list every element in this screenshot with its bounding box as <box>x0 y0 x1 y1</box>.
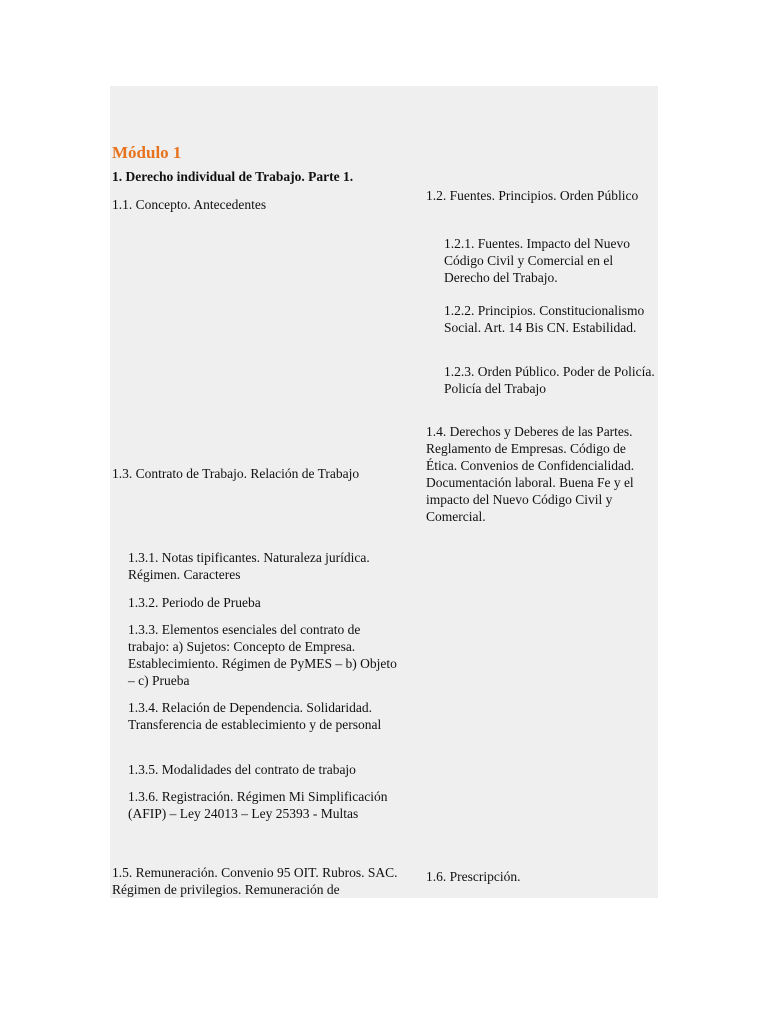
document-page <box>110 86 658 898</box>
topic-1-2: 1.2. Fuentes. Principios. Orden Público <box>426 188 639 203</box>
topic-1-3-3: 1.3.3. Elementos esenciales del contrato de trabajo: a) Sujetos: Concepto de Empresa. Establecimiento. Régimen de PyMES – b) Objeto – c) Prueba <box>128 622 397 688</box>
topic-1-3: 1.3. Contrato de Trabajo. Relación de Trabajo <box>112 466 360 481</box>
topic-1-1: 1.1. Concepto. Antecedentes <box>112 197 267 212</box>
topic-1-3-4: 1.3.4. Relación de Dependencia. Solidaridad. Transferencia de establecimiento y de personal <box>128 700 382 732</box>
topic-1-2-3: 1.2.3. Orden Público. Poder de Policía. Policía del Trabajo <box>444 364 655 396</box>
topic-1-2-2: 1.2.2. Principios. Constitucionalismo Social. Art. 14 Bis CN. Estabilidad. <box>444 303 645 335</box>
topic-1-3-2: 1.3.2. Periodo de Prueba <box>128 595 261 610</box>
topic-1-3-5: 1.3.5. Modalidades del contrato de trabajo <box>128 762 356 777</box>
topic-1-2-1: 1.2.1. Fuentes. Impacto del Nuevo Código Civil y Comercial en el Derecho del Trabajo. <box>444 236 630 285</box>
topic-1-5: 1.5. Remuneración. Convenio 95 OIT. Rubros. SAC. Régimen de privilegios. Remuneración de <box>112 865 398 897</box>
topic-1-3-1: 1.3.1. Notas tipificantes. Naturaleza jurídica. Régimen. Caracteres <box>128 550 370 582</box>
module-title: Módulo 1 <box>112 143 182 162</box>
section-heading: 1. Derecho individual de Trabajo. Parte 1. <box>112 169 354 184</box>
topic-1-3-6: 1.3.6. Registración. Régimen Mi Simplificación (AFIP) – Ley 24013 – Ley 25393 - Multas <box>128 789 388 821</box>
topic-1-4: 1.4. Derechos y Deberes de las Partes. Reglamento de Empresas. Código de Ética. Convenios de Confidencialidad. Documentación laboral. Buena Fe y el impacto del Nuevo Código Civil y Comercial. <box>426 424 635 524</box>
topic-1-6: 1.6. Prescripción. <box>426 869 521 884</box>
